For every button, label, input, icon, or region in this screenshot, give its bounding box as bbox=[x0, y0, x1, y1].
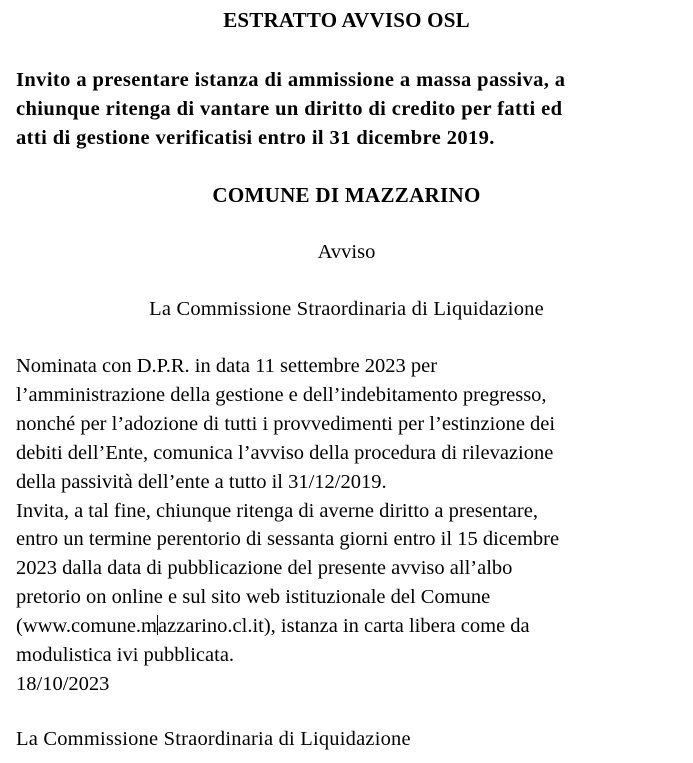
document-title: ESTRATTO AVVISO OSL bbox=[223, 8, 470, 32]
body-line-url bbox=[16, 612, 688, 641]
body-line: Nominata con D.P.R. in data 11 settembre 2023 per bbox=[16, 355, 438, 377]
document-date: 18/10/2023 bbox=[16, 672, 110, 695]
body-paragraph bbox=[16, 352, 688, 699]
invite-line: Invito a presentare istanza di ammissione a massa passiva, a bbox=[16, 69, 566, 91]
body-line: della passività dell’ente a tutto il 31/12/2019. bbox=[16, 470, 387, 493]
comune-heading: COMUNE DI MAZZARINO bbox=[212, 183, 481, 207]
body-line: entro un termine perentorio di sessanta giorni entro il 15 dicembre bbox=[16, 528, 560, 551]
url-text-start: (www.comune.m bbox=[16, 615, 157, 638]
body-line: pretorio on online e sul sito web istituzionale del Comune bbox=[16, 586, 491, 609]
url-text-end: azzarino.cl.it), istanza in carta libera come da bbox=[158, 615, 530, 638]
invite-line: chiunque ritenga di vantare un diritto di credito per fatti ed bbox=[16, 98, 563, 120]
body-line: Invita, a tal fine, chiunque ritenga di averne diritto a presentare, bbox=[16, 499, 538, 522]
commissione-heading: La Commissione Straordinaria di Liquidazione bbox=[149, 298, 544, 320]
avviso-heading: Avviso bbox=[317, 241, 376, 263]
invite-line: atti di gestione verificatisi entro il 31 dicembre 2019. bbox=[16, 127, 495, 149]
signature: La Commissione Straordinaria di Liquidazione bbox=[16, 728, 411, 750]
body-line: debiti dell’Ente, comunica l’avviso della procedura di rilevazione bbox=[16, 441, 554, 464]
invite-paragraph bbox=[16, 66, 686, 153]
body-line: nonché per l’adozione di tutti i provvedimenti per l’estinzione dei bbox=[16, 412, 556, 435]
body-line: 2023 dalla data di pubblicazione del presente avviso all’albo bbox=[16, 557, 513, 580]
body-line: l’amministrazione della gestione e dell’indebitamento pregresso, bbox=[16, 383, 547, 406]
body-line: modulistica ivi pubblicata. bbox=[16, 644, 235, 667]
